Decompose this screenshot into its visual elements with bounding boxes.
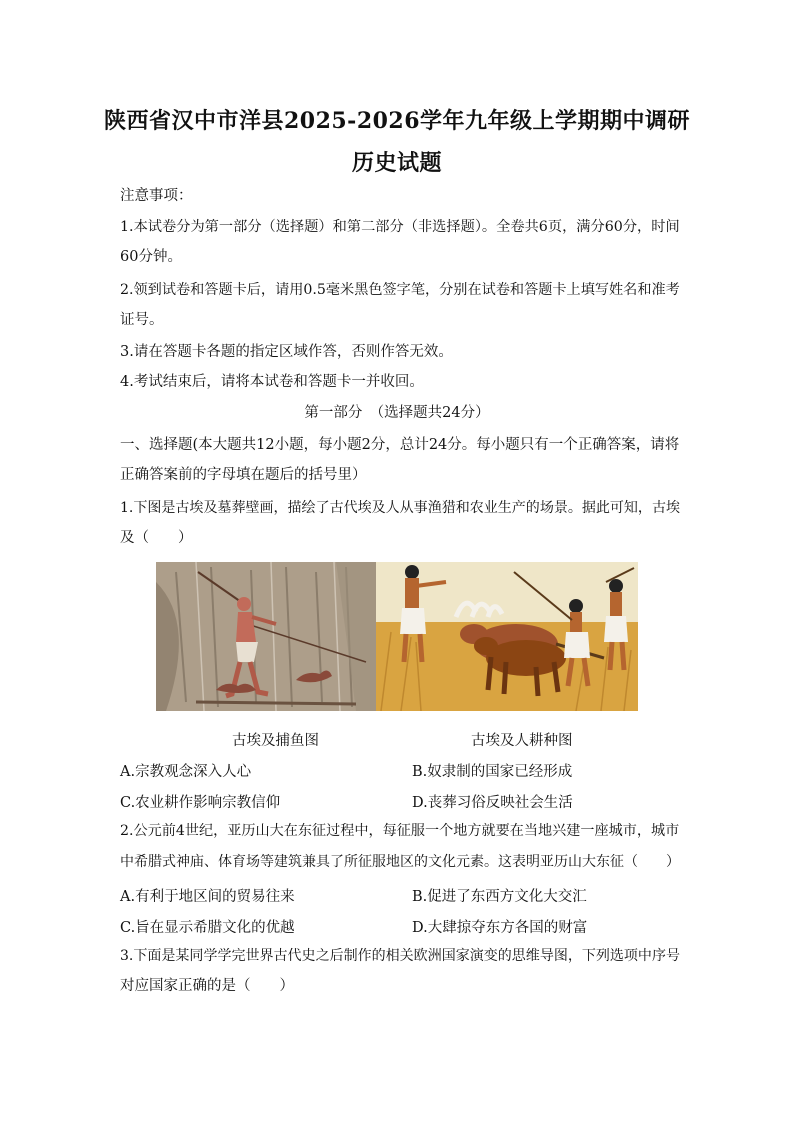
notice-item-1-line-2: 60分钟。 <box>120 249 182 265</box>
part1-instructions-line-1: 一、选择题(本大题共12小题，每小题2分，总计24分。每小题只有一个正确答案，请将 <box>120 437 680 453</box>
notice-heading: 注意事项： <box>120 188 193 204</box>
q3-stem-line-1: 3.下面是某同学学完世界古代史之后制作的相关欧洲国家演变的思维导图，下列选项中序号 <box>120 948 680 964</box>
q2-option-b: B.促进了东西方文化大交汇 <box>412 889 587 905</box>
q2-stem-line-2: 中希腊式神庙、体育场等建筑兼具了所征服地区的文化元素。这表明亚历山大东征（ ） <box>120 854 680 870</box>
q1-option-c: C.农业耕作影响宗教信仰 <box>120 795 281 811</box>
notice-item-1-line-1: 1.本试卷分为第一部分（选择题）和第二部分（非选择题）。全卷共6页，满分60分，时间 <box>120 219 680 235</box>
farming-mural-image <box>376 562 638 711</box>
notice-item-3: 3.请在答题卡各题的指定区域作答，否则作答无效。 <box>120 344 453 360</box>
q1-stem-line-1: 1.下图是古埃及墓葬壁画，描绘了古代埃及人从事渔猎和农业生产的场景。据此可知，古埃 <box>120 500 680 516</box>
q1-option-a: A.宗教观念深入人心 <box>120 764 252 780</box>
farming-mural-caption: 古埃及人耕种图 <box>471 733 573 749</box>
fishing-mural-caption: 古埃及捕鱼图 <box>232 733 319 749</box>
exam-subtitle: 历史试题 <box>351 150 442 176</box>
part1-heading: 第一部分 （选择题共24分） <box>304 405 490 421</box>
q2-stem-line-1: 2.公元前4世纪，亚历山大在东征过程中，每征服一个地方就要在当地兴建一座城市，城市 <box>120 823 680 839</box>
notice-item-2-line-2: 证号。 <box>120 312 164 328</box>
q1-stem-line-2: 及（ ） <box>120 530 193 546</box>
q2-option-a: A.有利于地区间的贸易往来 <box>120 889 295 905</box>
notice-item-4: 4.考试结束后，请将本试卷和答题卡一并收回。 <box>120 374 424 390</box>
fishing-mural-image <box>156 562 376 711</box>
notice-item-2-line-1: 2.领到试卷和答题卡后，请用0.5毫米黑色签字笔，分别在试卷和答题卡上填写姓名和准考 <box>120 282 680 298</box>
part1-instructions-line-2: 正确答案前的字母填在题后的括号里） <box>120 467 367 483</box>
q2-option-c: C.旨在显示希腊文化的优越 <box>120 920 295 936</box>
q2-option-d: D.大肆掠夺东方各国的财富 <box>412 920 588 936</box>
q1-option-d: D.丧葬习俗反映社会生活 <box>412 795 573 811</box>
q1-option-b: B.奴隶制的国家已经形成 <box>412 764 573 780</box>
exam-title: 陕西省汉中市洋县2025-2026学年九年级上学期期中调研 <box>103 108 691 134</box>
q3-stem-line-2: 对应国家正确的是（ ） <box>120 978 294 994</box>
